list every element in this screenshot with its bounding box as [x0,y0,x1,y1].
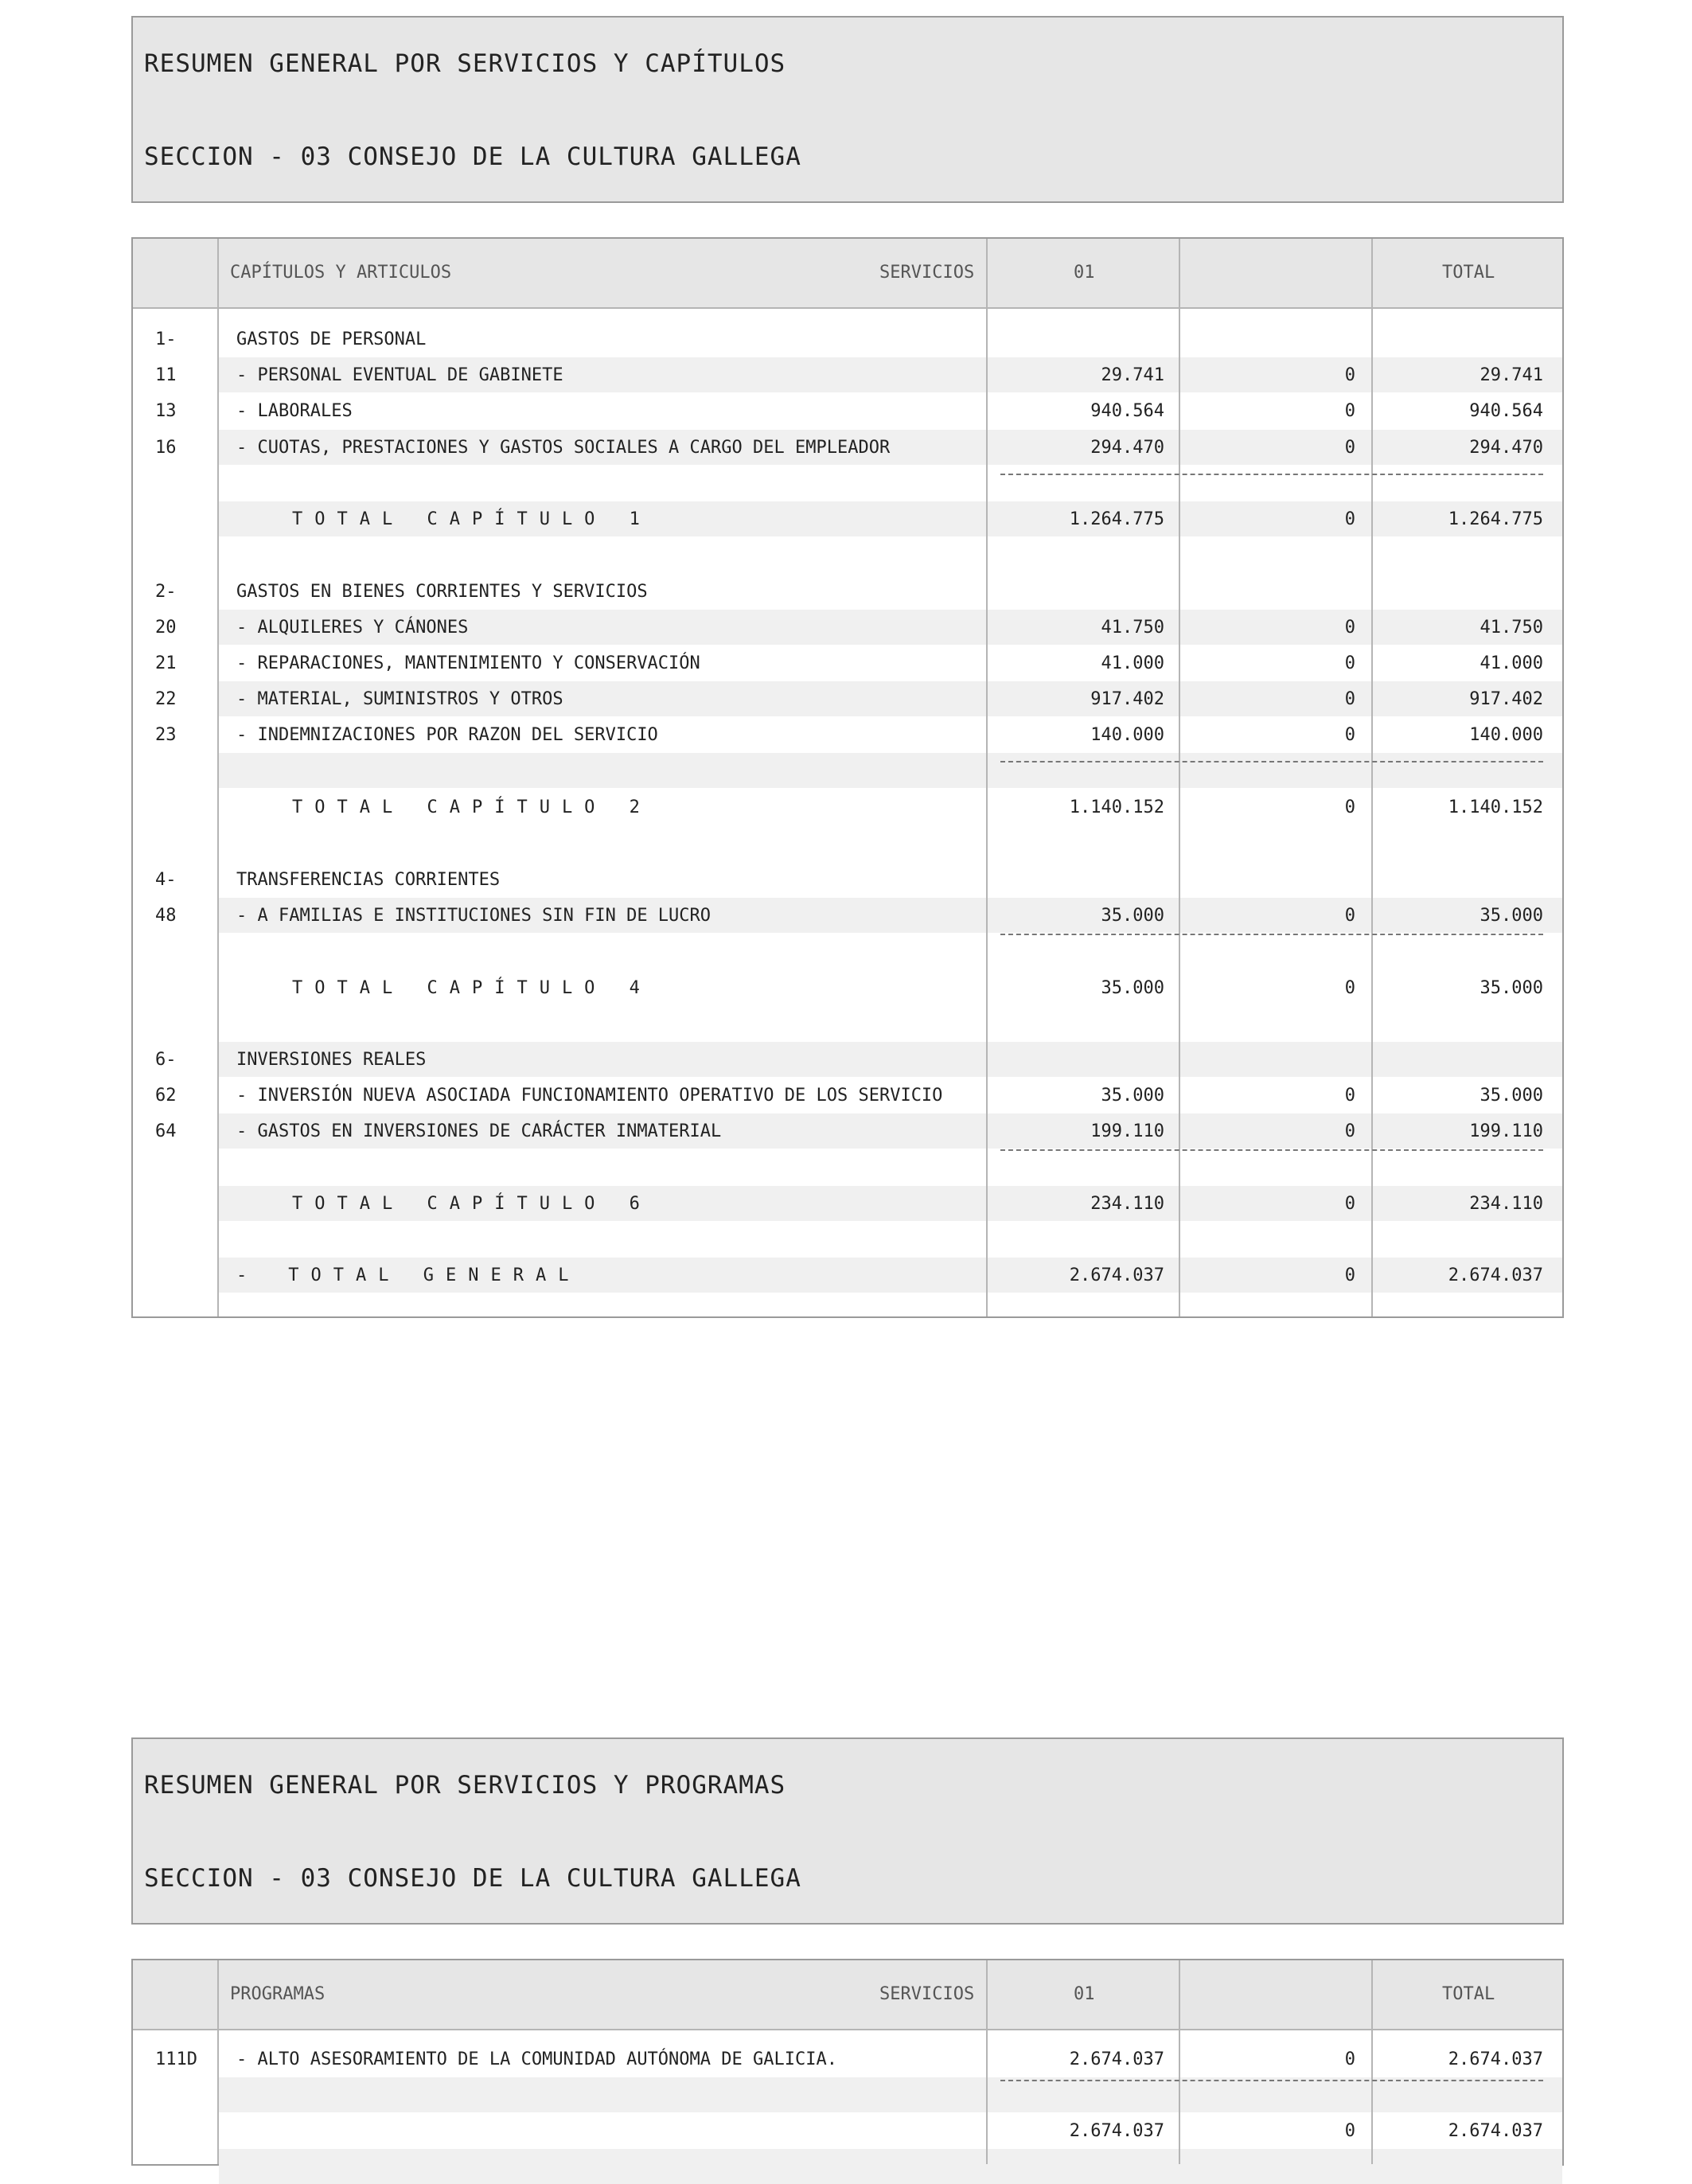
row-value-01: 2.674.037 [1069,2121,1164,2141]
table-row [133,1186,1562,1221]
row-description: TOTAL CAPÍTULO 6 [292,1194,652,1214]
row-code: 111D [155,2049,197,2069]
table-row [133,898,1562,933]
col-header-total: TOTAL [1442,1984,1495,2004]
report1-table [131,237,1564,1318]
row-code: 48 [155,906,177,926]
report2-header [131,1737,1564,1925]
table-row [133,2042,1562,2077]
row-value-01: 35.000 [1101,978,1164,998]
row-code: 23 [155,725,177,745]
report2-table-header [133,1960,1562,2030]
row-value-total: 35.000 [1480,1086,1543,1106]
row-description: - INDEMNIZACIONES POR RAZON DEL SERVICIO [236,725,658,745]
row-value-blank-service: 0 [1344,1194,1355,1214]
row-value-blank-service: 0 [1344,906,1355,926]
row-value-total: 41.750 [1480,618,1543,638]
row-value-01: 35.000 [1101,906,1164,926]
report1-section: SECCION - 03 CONSEJO DE LA CULTURA GALLEGA [144,142,801,171]
row-value-01: 140.000 [1090,725,1164,745]
row-code: 21 [155,653,177,673]
row-description: - PERSONAL EVENTUAL DE GABINETE [236,365,563,385]
row-value-01: 199.110 [1090,1121,1164,1141]
row-value-total: 2.674.037 [1448,2121,1543,2141]
table-row [133,1258,1562,1293]
row-value-total: 294.470 [1469,438,1543,458]
row-code: 64 [155,1121,177,1141]
col-header-servicios: SERVICIOS [879,263,975,283]
row-code: 16 [155,438,177,458]
col-header-servicios: SERVICIOS [879,1984,975,2004]
row-description: - INVERSIÓN NUEVA ASOCIADA FUNCIONAMIENTO OPERATIVO DE LOS SERVICIO [236,1086,943,1106]
row-value-01: 940.564 [1090,401,1164,421]
row-value-01: 2.674.037 [1069,1266,1164,1285]
row-description: TRANSFERENCIAS CORRIENTES [236,870,501,890]
table-row [133,322,1562,357]
row-code: 22 [155,689,177,709]
row-value-blank-service: 0 [1344,653,1355,673]
row-value-blank-service: 0 [1344,1121,1355,1141]
table-row [133,645,1562,681]
row-value-total: 2.674.037 [1448,2049,1543,2069]
subtotal-separator [1000,934,1543,935]
table-row [133,1113,1562,1149]
col-header-01: 01 [1074,263,1095,283]
row-value-01: 1.140.152 [1069,798,1164,817]
table-row [133,790,1562,825]
row-description: - CUOTAS, PRESTACIONES Y GASTOS SOCIALES A CARGO DEL EMPLEADOR [236,438,891,458]
row-description: GASTOS EN BIENES CORRIENTES Y SERVICIOS [236,582,648,602]
row-code: 2- [155,582,177,602]
row-description: - ALQUILERES Y CÁNONES [236,618,469,638]
table-row [133,1078,1562,1113]
table-row [133,681,1562,716]
col-header-total: TOTAL [1442,263,1495,283]
row-code: 13 [155,401,177,421]
row-description: - ALTO ASESORAMIENTO DE LA COMUNIDAD AUTÓNOMA DE GALICIA. [236,2049,837,2069]
col-header-01: 01 [1074,1984,1095,2004]
subtotal-separator [1000,1149,1543,1151]
row-value-total: 917.402 [1469,689,1543,709]
row-value-total: 41.000 [1480,653,1543,673]
table-row [133,501,1562,536]
table-row [133,2113,1562,2148]
report1-header [131,16,1564,203]
row-description: - MATERIAL, SUMINISTROS Y OTROS [236,689,563,709]
row-value-01: 29.741 [1101,365,1164,385]
row-description: TOTAL CAPÍTULO 4 [292,978,652,998]
row-value-blank-service: 0 [1344,2121,1355,2141]
row-value-total: 199.110 [1469,1121,1543,1141]
row-shading [219,2077,1562,2112]
col-header-programas: PROGRAMAS [230,1984,326,2004]
table-row [133,970,1562,1005]
row-code: 62 [155,1086,177,1106]
row-value-blank-service: 0 [1344,798,1355,817]
row-description: GASTOS DE PERSONAL [236,330,427,349]
subtotal-separator [1000,474,1543,475]
row-value-total: 940.564 [1469,401,1543,421]
table-row [133,1042,1562,1077]
row-value-blank-service: 0 [1344,689,1355,709]
row-description: TOTAL CAPÍTULO 2 [292,798,652,817]
col-header-desc: CAPÍTULOS Y ARTICULOS [230,263,452,283]
row-value-blank-service: 0 [1344,618,1355,638]
subtotal-separator [1000,761,1543,762]
row-value-total: 29.741 [1480,365,1543,385]
row-value-total: 1.264.775 [1448,509,1543,529]
row-description: INVERSIONES REALES [236,1050,427,1070]
row-description: - TOTAL GENERAL [236,1266,581,1285]
row-value-01: 234.110 [1090,1194,1164,1214]
row-value-01: 41.000 [1101,653,1164,673]
row-value-blank-service: 0 [1344,978,1355,998]
row-description: - GASTOS EN INVERSIONES DE CARÁCTER INMATERIAL [236,1121,722,1141]
row-value-01: 1.264.775 [1069,509,1164,529]
row-code: 11 [155,365,177,385]
table-row [133,393,1562,428]
row-value-total: 1.140.152 [1448,798,1543,817]
row-code: 6- [155,1050,177,1070]
row-value-blank-service: 0 [1344,509,1355,529]
report2-title: RESUMEN GENERAL POR SERVICIOS Y PROGRAMAS [144,1771,786,1800]
row-value-total: 35.000 [1480,906,1543,926]
row-code: 1- [155,330,177,349]
row-value-01: 917.402 [1090,689,1164,709]
row-value-total: 140.000 [1469,725,1543,745]
row-value-blank-service: 0 [1344,365,1355,385]
subtotal-separator [1000,2080,1543,2081]
row-value-blank-service: 0 [1344,725,1355,745]
row-description: - A FAMILIAS E INSTITUCIONES SIN FIN DE LUCRO [236,906,711,926]
row-value-01: 41.750 [1101,618,1164,638]
table-row [133,357,1562,392]
row-shading [219,753,1562,788]
row-value-blank-service: 0 [1344,2049,1355,2069]
row-code: 20 [155,618,177,638]
report2-section: SECCION - 03 CONSEJO DE LA CULTURA GALLEGA [144,1864,801,1893]
row-value-01: 2.674.037 [1069,2049,1164,2069]
row-value-01: 35.000 [1101,1086,1164,1106]
table-row [133,610,1562,645]
row-code: 4- [155,870,177,890]
table-row [133,862,1562,897]
row-value-blank-service: 0 [1344,1086,1355,1106]
row-description: TOTAL CAPÍTULO 1 [292,509,652,529]
row-value-blank-service: 0 [1344,1266,1355,1285]
report1-title: RESUMEN GENERAL POR SERVICIOS Y CAPÍTULOS [144,49,786,78]
row-value-total: 2.674.037 [1448,1266,1543,1285]
row-value-total: 234.110 [1469,1194,1543,1214]
row-value-total: 35.000 [1480,978,1543,998]
row-description: - REPARACIONES, MANTENIMIENTO Y CONSERVACIÓN [236,653,700,673]
row-value-01: 294.470 [1090,438,1164,458]
row-value-blank-service: 0 [1344,438,1355,458]
table-row [133,430,1562,465]
report1-table-header [133,239,1562,309]
table-row [133,717,1562,752]
row-description: - LABORALES [236,401,353,421]
report2-table [131,1959,1564,2166]
table-row [133,574,1562,609]
row-shading [219,2149,1562,2184]
row-value-blank-service: 0 [1344,401,1355,421]
